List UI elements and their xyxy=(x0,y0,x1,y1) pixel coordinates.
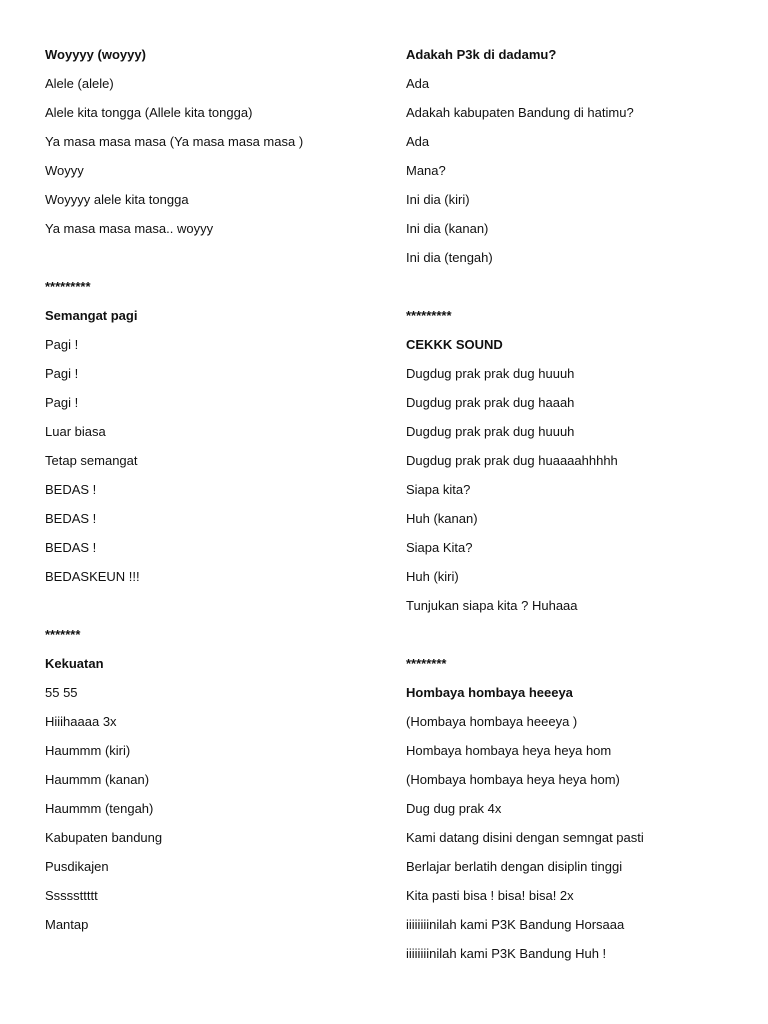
chant-line: Ini dia (kiri) xyxy=(406,192,470,207)
chant-line: Adakah kabupaten Bandung di hatimu? xyxy=(406,105,634,120)
section-title: Kekuatan xyxy=(45,656,104,671)
chant-line: Alele (alele) xyxy=(45,76,114,91)
chant-line: Pagi ! xyxy=(45,395,79,410)
chant-line: Dugdug prak prak dug huuuh xyxy=(406,424,575,439)
chant-line: Luar biasa xyxy=(45,424,106,439)
chant-line: Haummm (kanan) xyxy=(45,772,150,787)
chant-line: Sssssttttt xyxy=(45,888,98,903)
spacer xyxy=(406,277,746,306)
chant-line: Ini dia (tengah) xyxy=(406,250,493,265)
section-title: CEKKK SOUND xyxy=(406,337,503,352)
chant-line: Ada xyxy=(406,134,430,149)
chant-line: BEDAS ! xyxy=(45,511,97,526)
chant-line: Woyyyy alele kita tongga xyxy=(45,192,189,207)
chant-line: iiiiiiiinilah kami P3K Bandung Huh ! xyxy=(406,946,607,961)
chant-line: Tunjukan siapa kita ? Huhaaa xyxy=(406,598,578,613)
section-separator: ******** xyxy=(406,656,447,671)
chant-line: Ini dia (kanan) xyxy=(406,221,489,236)
chant-line: Woyyy xyxy=(45,163,84,178)
chant-line: Kita pasti bisa ! bisa! bisa! 2x xyxy=(406,888,574,903)
chant-line: Mantap xyxy=(45,917,89,932)
chant-line: Huh (kanan) xyxy=(406,511,478,526)
chant-line: Ya masa masa masa.. woyyy xyxy=(45,221,214,236)
chant-line: Pagi ! xyxy=(45,366,79,381)
chant-line: Berlajar berlatih dengan disiplin tinggi xyxy=(406,859,623,874)
section-title: Adakah P3k di dadamu? xyxy=(406,47,557,62)
chant-line: (Hombaya hombaya heeeya ) xyxy=(406,714,578,729)
spacer xyxy=(406,625,746,654)
chant-line: Haummm (tengah) xyxy=(45,801,154,816)
chant-line: Siapa Kita? xyxy=(406,540,473,555)
chant-line: Pagi ! xyxy=(45,337,79,352)
chant-line: BEDAS ! xyxy=(45,482,97,497)
chant-line: BEDAS ! xyxy=(45,540,97,555)
spacer xyxy=(45,596,385,625)
chant-line: Ya masa masa masa (Ya masa masa masa ) xyxy=(45,134,304,149)
chant-line: Tetap semangat xyxy=(45,453,138,468)
chant-line: Huh (kiri) xyxy=(406,569,459,584)
chant-line: Hiiihaaaa 3x xyxy=(45,714,117,729)
chant-line: Mana? xyxy=(406,163,446,178)
chant-line: Dugdug prak prak dug haaah xyxy=(406,395,575,410)
section-title: Semangat pagi xyxy=(45,308,138,323)
chant-line: Siapa kita? xyxy=(406,482,471,497)
chant-line: Ada xyxy=(406,76,430,91)
chant-line: (Hombaya hombaya heya heya hom) xyxy=(406,772,620,787)
chant-line: Alele kita tongga (Allele kita tongga) xyxy=(45,105,253,120)
left-column xyxy=(45,45,385,944)
chant-line: 55 55 xyxy=(45,685,78,700)
chant-line: Kabupaten bandung xyxy=(45,830,163,845)
chant-line: Kami datang disini dengan semngat pasti xyxy=(406,830,644,845)
chant-line: BEDASKEUN !!! xyxy=(45,569,140,584)
spacer xyxy=(45,248,385,277)
chant-line: Dug dug prak 4x xyxy=(406,801,502,816)
section-separator: ********* xyxy=(45,279,91,294)
section-separator: ******* xyxy=(45,627,81,642)
chant-line: iiiiiiiinilah kami P3K Bandung Horsaaa xyxy=(406,917,625,932)
chant-title: Woyyyy (woyyy) xyxy=(45,47,146,62)
section-separator: ********* xyxy=(406,308,452,323)
section-title: Hombaya hombaya heeeya xyxy=(406,685,573,700)
chant-line: Haummm (kiri) xyxy=(45,743,131,758)
chant-line: Dugdug prak prak dug huuuh xyxy=(406,366,575,381)
right-column xyxy=(406,45,746,973)
chant-line: Pusdikajen xyxy=(45,859,109,874)
chant-line: Hombaya hombaya heya heya hom xyxy=(406,743,612,758)
chant-line: Dugdug prak prak dug huaaaahhhhh xyxy=(406,453,618,468)
